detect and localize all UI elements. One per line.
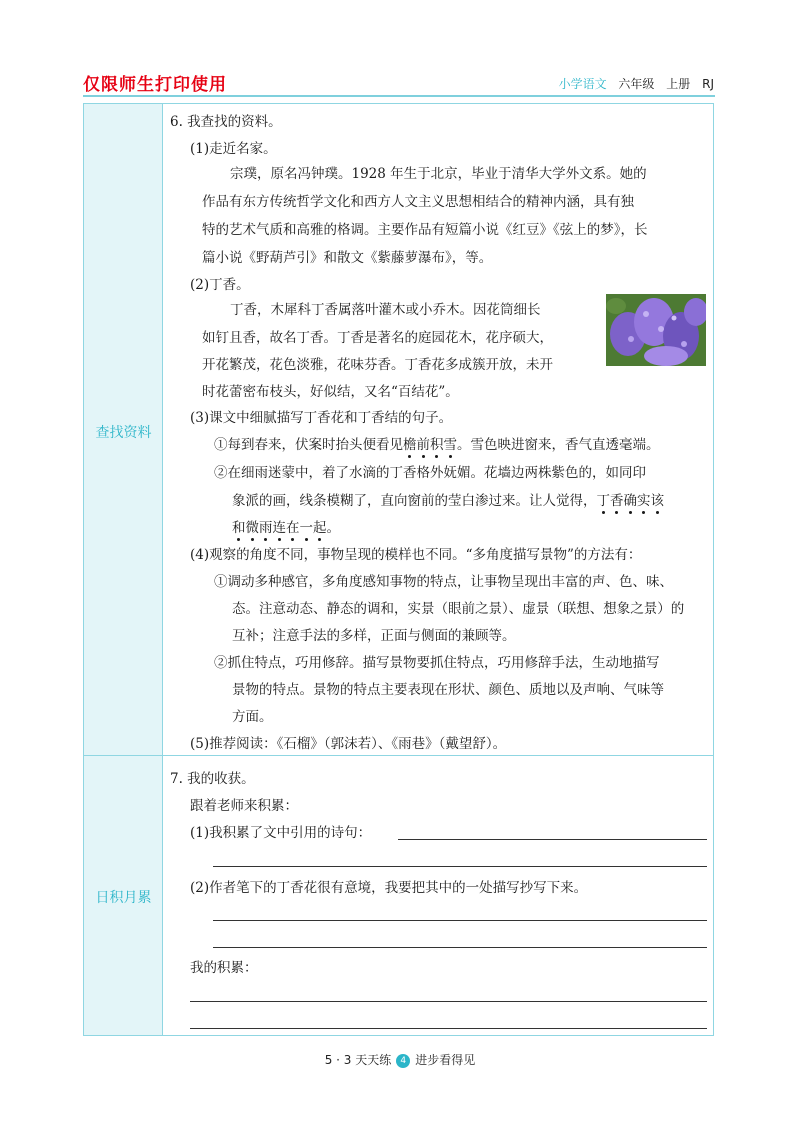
section-label-search: 查找资料 bbox=[95, 425, 152, 441]
q6-part3-sentence2-line bbox=[232, 489, 664, 509]
emphasis-char: 前 bbox=[416, 437, 430, 453]
q6-part5-reading: (5)推荐阅读：《石榴》（郭沫若）、《雨巷》（戴望舒）。 bbox=[190, 736, 507, 752]
q6-part3-sentence2-line bbox=[232, 516, 340, 536]
sentence-text: 象派的画，线条模糊了，直向窗前的莹白渗过来。让人觉得， bbox=[232, 493, 597, 509]
book-info bbox=[559, 75, 714, 92]
q6-part2-line: 时花蕾密布枝头，好似结，又名“百结花”。 bbox=[202, 384, 459, 400]
emphasis-char: 积 bbox=[430, 437, 444, 453]
q6-part1-line: 篇小说《野葫芦引》和散文《紫藤萝瀑布》，等。 bbox=[202, 250, 493, 266]
q6-part1-line: 特的艺术气质和高雅的格调。主要作品有短篇小说《红豆》《弦上的梦》，长 bbox=[202, 222, 648, 238]
answer-line[interactable] bbox=[213, 947, 707, 948]
emphasis-char: 和 bbox=[232, 520, 246, 536]
q6-part3-sentence1 bbox=[214, 433, 660, 453]
answer-line[interactable] bbox=[213, 866, 707, 867]
emphasis-char: 香 bbox=[610, 493, 624, 509]
section-label-accumulate: 日积月累 bbox=[95, 890, 152, 906]
q7-title: 7. 我的收获。 bbox=[170, 771, 255, 787]
q7-item2-prompt: (2)作者笔下的丁香花很有意境，我要把其中的一处描写抄写下来。 bbox=[190, 880, 588, 896]
q7-item1-prompt: (1)我积累了文中引用的诗句： bbox=[190, 825, 372, 841]
subject-label: 小学语文 bbox=[558, 77, 607, 91]
page-number-badge: 4 bbox=[396, 1054, 410, 1068]
lilac-photo bbox=[606, 294, 706, 366]
footer-slogan: 进步看得见 bbox=[415, 1053, 476, 1067]
answer-line[interactable] bbox=[190, 1001, 707, 1002]
header-divider bbox=[83, 95, 715, 97]
page-footer bbox=[0, 1051, 800, 1068]
emphasis-char: 实 bbox=[637, 493, 651, 509]
grade-label: 六年级 bbox=[618, 77, 655, 91]
emphasis-char: 檐 bbox=[403, 437, 417, 453]
sentence-text: ①每到春来，伏案时抬头便看见 bbox=[214, 437, 403, 453]
q6-part4-method2-line: 景物的特点。景物的特点主要表现在形状、颜色、质地以及声响、气味等 bbox=[232, 682, 664, 698]
q6-part1-line: 宗璞，原名冯钟璞。1928 年生于北京，毕业于清华大学外文系。她的 bbox=[230, 166, 647, 182]
q6-part2-title: (2)丁香。 bbox=[190, 277, 250, 293]
q6-title: 6. 我查找的资料。 bbox=[170, 114, 282, 130]
q6-part2-line: 开花繁茂，花色淡雅，花味芬香。丁香花多成簇开放，未开 bbox=[202, 357, 553, 373]
volume-label: 上册 bbox=[666, 77, 691, 91]
q6-part2-line: 如钉且香，故名丁香。丁香是著名的庭园花木，花序硕大， bbox=[202, 330, 553, 346]
emphasis-char: 雪 bbox=[443, 437, 457, 453]
emphasis-char: 雨 bbox=[259, 520, 273, 536]
emphasis-char: 在 bbox=[286, 520, 300, 536]
q6-part3-title: (3)课文中细腻描写丁香花和丁香结的句子。 bbox=[190, 410, 453, 426]
q6-part4-title: (4)观察的角度不同，事物呈现的模样也不同。“多角度描写景物”的方法有： bbox=[190, 547, 642, 563]
q6-part2-line: 丁香，木犀科丁香属落叶灌木或小乔木。因花筒细长 bbox=[230, 302, 541, 318]
q6-part4-method1-line: 态。注意动态、静态的调和，实景（眼前之景）、虚景（联想、想象之景）的 bbox=[232, 601, 685, 617]
emphasis-char: 微 bbox=[245, 520, 259, 536]
answer-line[interactable] bbox=[213, 920, 707, 921]
q6-part3-sentence2-line: ②在细雨迷蒙中，着了水滴的丁香格外妩媚。花墙边两株紫色的，如同印 bbox=[214, 465, 646, 481]
q6-part4-method1-line: ①调动多种感官，多角度感知事物的特点，让事物呈现出丰富的声、色、味、 bbox=[214, 574, 673, 590]
q6-part4-method1-line: 互补；注意手法的多样，正面与侧面的兼顾等。 bbox=[232, 628, 516, 644]
answer-line[interactable] bbox=[190, 1028, 707, 1029]
answer-line[interactable] bbox=[398, 839, 707, 840]
print-notice: 仅限师生打印使用 bbox=[83, 75, 227, 95]
emphasis-char: 连 bbox=[272, 520, 286, 536]
q6-part1-line: 作品有东方传统哲学文化和西方人文主义思想相结合的精神内涵，具有独 bbox=[202, 194, 634, 210]
edition-label: RJ bbox=[702, 77, 714, 91]
q7-my-accumulation: 我的积累： bbox=[190, 960, 258, 976]
q6-part1-title: (1)走近名家。 bbox=[190, 141, 277, 157]
sentence-text: 。雪色映进窗来，香气直透毫端。 bbox=[457, 437, 660, 453]
emphasis-char: 一 bbox=[299, 520, 313, 536]
emphasis-char: 该 bbox=[650, 493, 664, 509]
row-divider bbox=[84, 755, 713, 756]
emphasis-char: 确 bbox=[623, 493, 637, 509]
q6-part4-method2-line: ②抓住特点，巧用修辞。描写景物要抓住特点，巧用修辞手法，生动地描写 bbox=[214, 655, 660, 671]
q7-intro: 跟着老师来积累： bbox=[190, 798, 298, 814]
sentence-text: 。 bbox=[326, 520, 340, 536]
q6-part4-method2-line: 方面。 bbox=[232, 709, 273, 725]
footer-brand: 5 · 3 天天练 bbox=[324, 1053, 392, 1067]
emphasis-char: 起 bbox=[313, 520, 327, 536]
emphasis-char: 丁 bbox=[596, 493, 610, 509]
